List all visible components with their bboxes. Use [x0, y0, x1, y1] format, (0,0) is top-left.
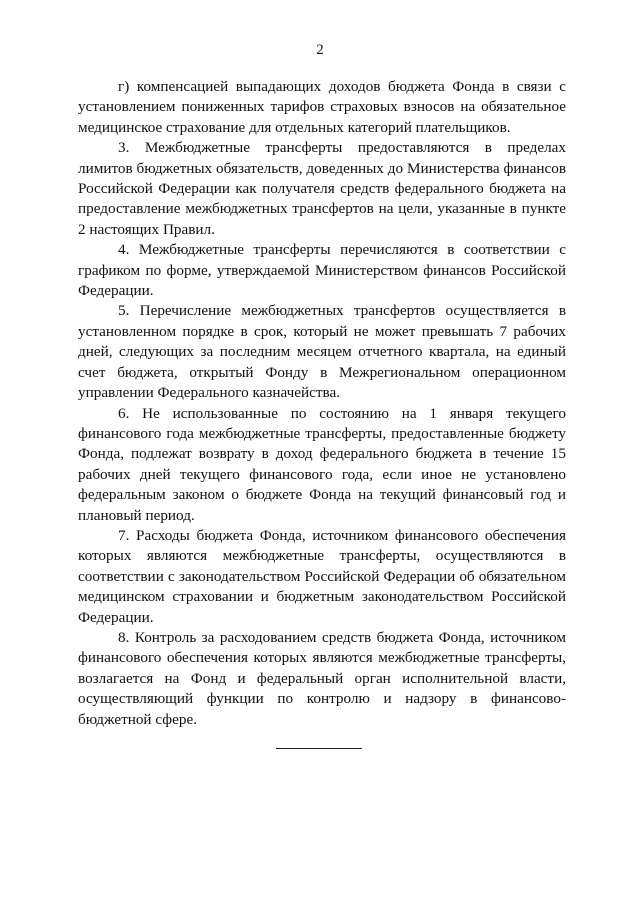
paragraph-6-return: 6. Не использованные по состоянию на 1 января текущего финансового года межбюджетные трансферты, предоставленные бюджету Фонда, подлежат возврату в доход федерального бюджета в течение 15 рабочих дней текущего финансового года, если иное не установлено федеральным законом о бюджете Фонда на текущий финансовый год и плановый период. — [78, 404, 566, 524]
paragraph-8-control: 8. Контроль за расходованием средств бюджета Фонда, источником финансового обеспечения которых являются межбюджетные трансферты, возлагается на Фонд и федеральный орган исполнительной власти, осуществляющий функции по контролю и надзору в финансово-бюджетной сфере. — [78, 628, 566, 728]
paragraph-5-transfer: 5. Перечисление межбюджетных трансфертов осуществляется в установленном порядке в срок, который не может превышать 7 рабочих дней, следующих за последним месяцем отчетного квартала, на единый счет бюджета, открытый Фонду в Межрегиональном операционном управлении Федерального казначейства. — [78, 302, 566, 402]
paragraph-compensation: г) компенсацией выпадающих доходов бюджета Фонда в связи с установлением пониженных тарифов страховых взносов на обязательное медицинское страхование для отдельных категорий плательщиков. — [78, 78, 566, 136]
end-separator-line — [276, 748, 362, 749]
paragraph-4-schedule: 4. Межбюджетные трансферты перечисляются в соответствии с графиком по форме, утверждаемой Министерством финансов Российской Федерации. — [78, 241, 566, 300]
document-body — [78, 77, 566, 730]
paragraph-3-limits: 3. Межбюджетные трансферты предоставляются в пределах лимитов бюджетных обязательств, доведенных до Министерства финансов Российской Федерации как получателя средств федерального бюджета на предоставление межбюджетных трансфертов на цели, указанные в пункте 2 настоящих Правил. — [78, 139, 566, 238]
page-number: 2 — [316, 42, 324, 58]
paragraph-7-expenses: 7. Расходы бюджета Фонда, источником финансового обеспечения которых являются межбюджетные трансферты, осуществляются в соответствии с законодательством Российской Федерации об обязательном медицинском страховании и бюджетным законодательством Российской Федерации. — [78, 526, 566, 626]
